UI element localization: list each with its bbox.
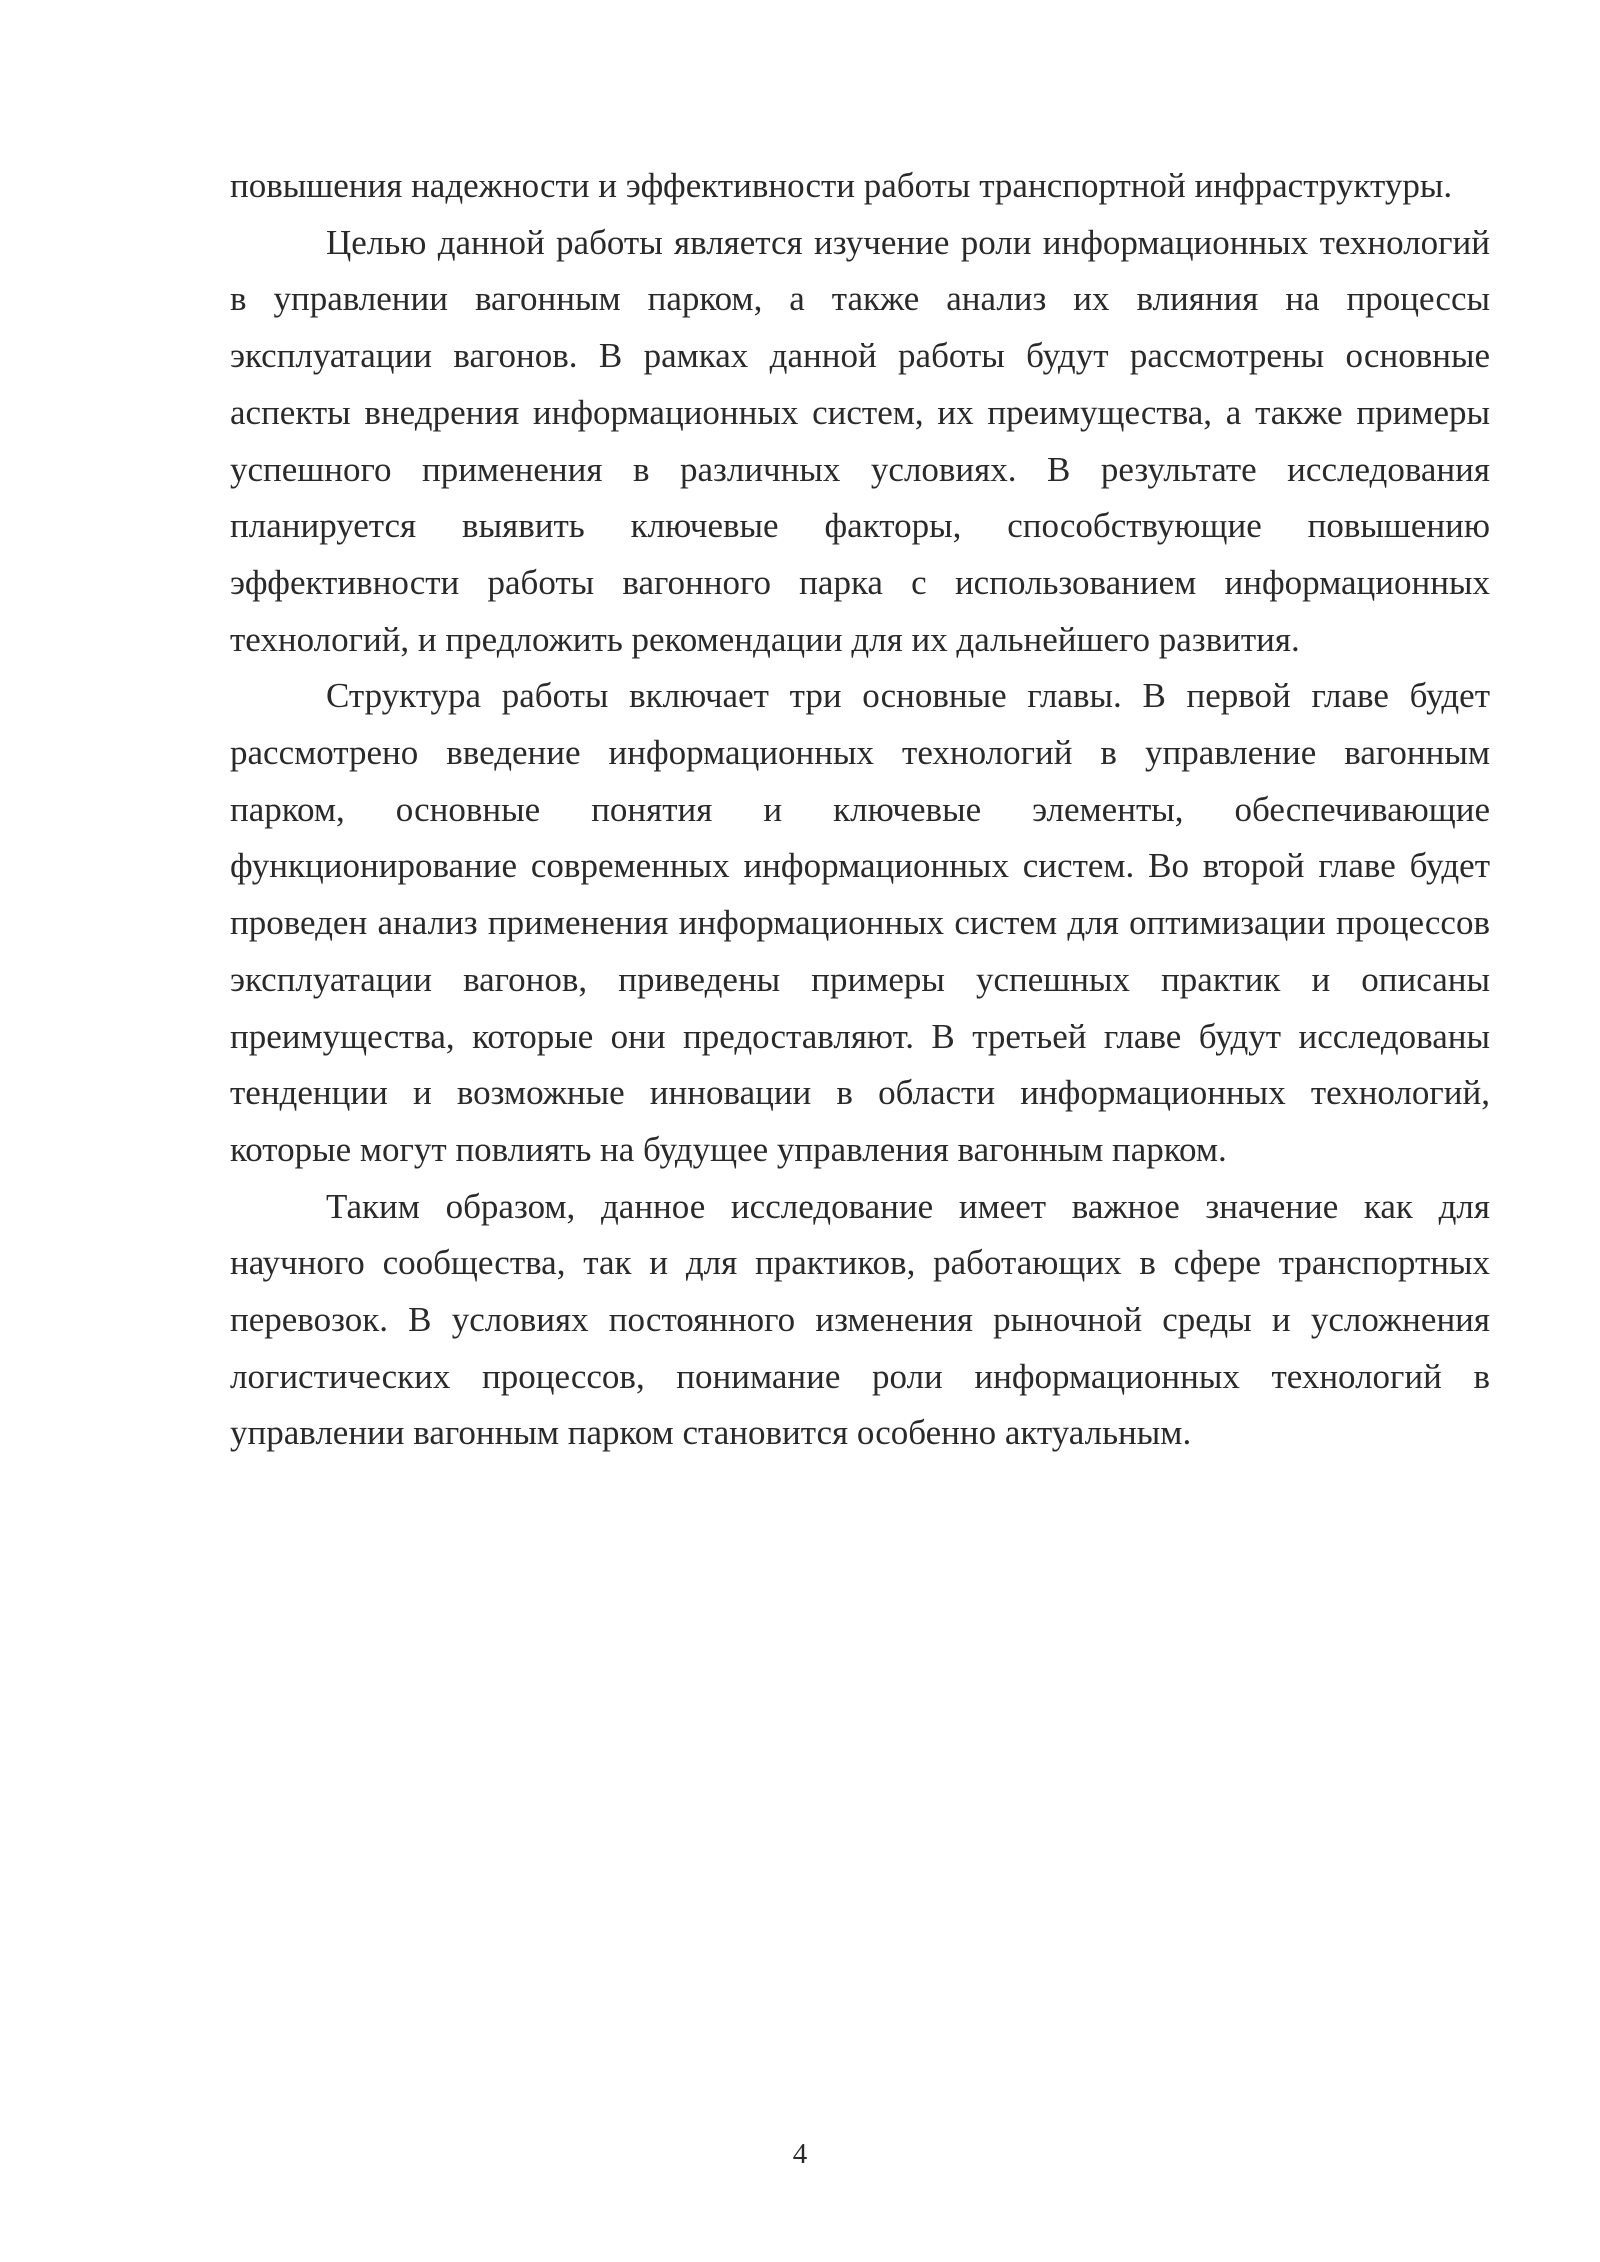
paragraph-continuation: повышения надежности и эффективности работы транспортной инфраструктуры. <box>230 166 1453 205</box>
page-number: 4 <box>792 2138 808 2170</box>
paragraph-goal: Целью данной работы является изучение роли информационных технологий в управлении вагонным парком, а также анализ их влияния на процессы эксплуатации вагонов. В рамках данной работы будут рассмотрены основные аспекты внедрения информационных систем, их преимущества, а также примеры успешного применения в различных условиях. В результате исследования планируется выявить ключевые факторы, способствующие повышению эффективности работы вагонного парка с использованием информационных технологий, и предложить рекомендации для их дальнейшего развития. <box>230 222 1490 659</box>
paragraph-structure: Структура работы включает три основные главы. В первой главе будет рассмотрено введение информационных технологий в управление вагонным парком, основные понятия и ключевые элементы, обеспечивающие функционирование современных информационных систем. Во второй главе будет проведен анализ применения информационных систем для оптимизации процессов эксплуатации вагонов, приведены примеры успешных практик и описаны преимущества, которые они предоставляют. В третьей главе будут исследованы тенденции и возможные инновации в области информационных технологий, которые могут повлиять на будущее управления вагонным парком. <box>230 676 1490 1169</box>
paragraph-conclusion: Таким образом, данное исследование имеет важное значение как для научного сообщества, так и для практиков, работающих в сфере транспортных перевозок. В условиях постоянного изменения рыночной среды и усложнения логистических процессов, понимание роли информационных технологий в управлении вагонным парком становится особенно актуальным. <box>230 1186 1490 1453</box>
document-body <box>230 158 1490 1462</box>
